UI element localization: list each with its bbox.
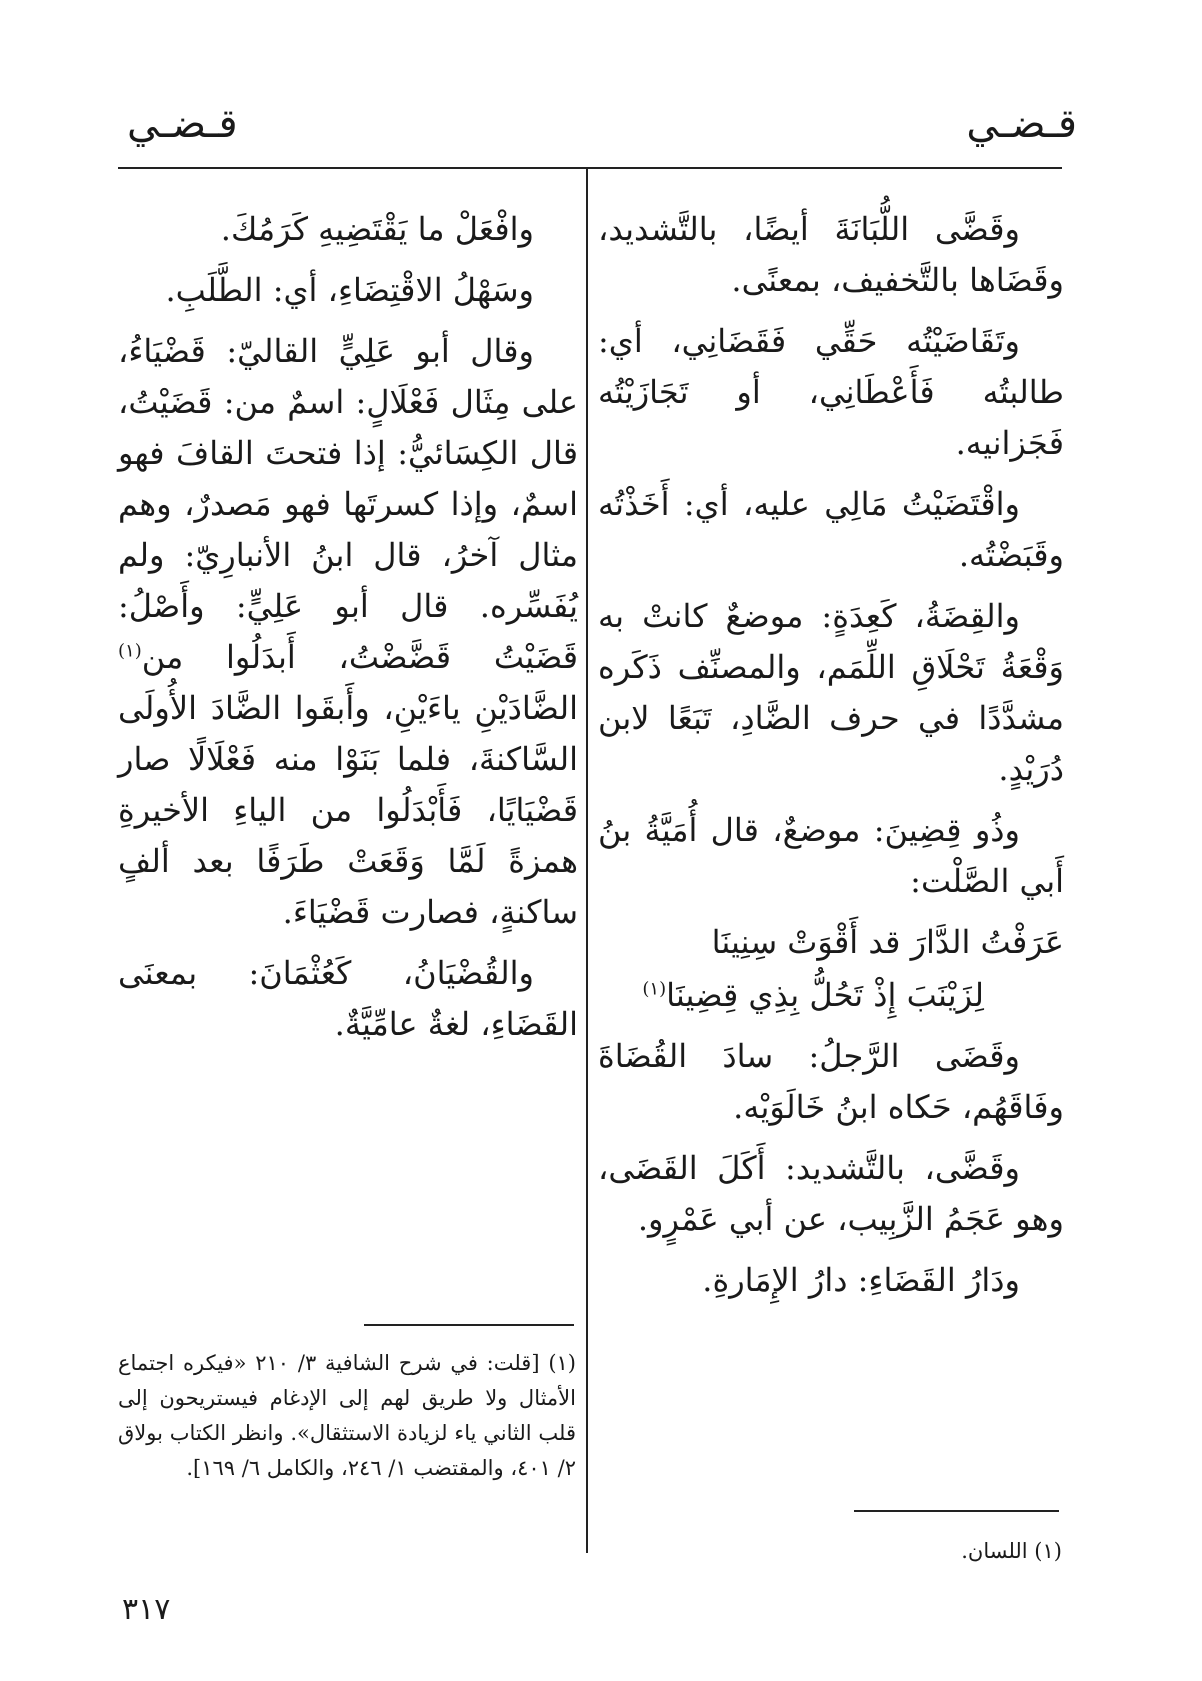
paragraph: وافْعَلْ ما يَقْتَضِيهِ كَرَمُكَ.	[220, 210, 534, 248]
page-number: ٣١٧	[122, 1592, 171, 1627]
paragraph-text: وقال أبو عَلِيٍّ القاليّ: قَضْيَاءُ، على مِثَال فَعْلَالٍ: اسمٌ من: قَضَيْتُ، قال الكِسَائيُّ: إذا فتحتَ القافَ فهو اسمٌ، وإذا كسرتَها فهو مَصدرٌ، وهم مثال آخرُ، قال ابنُ الأنبارِيّ: ولم يُفَسِّره. قال أبو عَلِيٍّ: وأَصْلُ: قَضَيْتُ قَضَّضْتُ، أَبدَلُوا من	[118, 332, 578, 676]
column-divider	[586, 168, 588, 1553]
paragraph: وقَضَّى، بالتَّشديد: أَكَلَ القَضَى، وهو عَجَمُ الزَّبِيب، عن أبي عَمْرٍو.	[598, 1149, 1064, 1238]
paragraph: واقْتَضَيْتُ مَالِي عليه، أي: أَخَذْتُه وقَبَضْتُه.	[598, 485, 1064, 574]
footnote-text: (١) [قلت: في شرح الشافية ٣/ ٢١٠ «فيكره اجتماع الأمثال ولا طريق لهم إلى الإدغام فيستريحون إلى قلب الثاني ياء لزيادة الاستثقال». وانظر الكتاب بولاق ٢/ ٤٠١، والمقتضب ١/ ٢٤٦، والكامل ٦/ ١٦٩].	[118, 1351, 576, 1480]
left-column	[118, 204, 578, 1060]
paragraph: وسَهْلُ الاقْتِضَاءِ، أي: الطَّلَبِ.	[165, 271, 534, 309]
footnote-right	[700, 1534, 1062, 1569]
paragraph: وتَقَاضَيْتُه حَقِّي فَقَضَانِي، أي: طالبتُه فَأَعْطَانِي، أو تَجَازَيْتُه فَجَزانيه.	[598, 322, 1064, 462]
verse-line-2	[598, 970, 1064, 1021]
paragraph-text: الضَّادَيْنِ ياءَيْنِ، وأَبقَوا الضَّادَ الأُولَى السَّاكنةَ، فلما بَنَوْا منه فَعْلَالًا صار قَضْيَايًا، فَأَبْدَلُوا من الياءِ الأخيرةِ همزةً لَمَّا وَقَعَتْ طَرَفًا بعد ألفٍ ساكنةٍ، فصارت قَضْيَاءَ.	[118, 689, 578, 931]
verse-text: لِزَيْنَبَ إِذْ تَحُلُّ بِذِي قِضِينَا	[666, 976, 984, 1014]
paragraph: وقَضَّى اللُّبَانَةَ أيضًا، بالتَّشديد، وقَضَاها بالتَّخفيف، بمعنًى.	[598, 210, 1064, 299]
footnote-left	[118, 1346, 576, 1486]
paragraph: وذُو قِضِينَ: موضعٌ، قال أُمَيَّةُ بنُ أَبي الصَّلْت:	[598, 811, 1064, 900]
footnote-text: (١) اللسان.	[961, 1539, 1062, 1563]
paragraph: وقَضَى الرَّجلُ: سادَ القُضَاةَ وفَاقَهُم، حَكاه ابنُ خَالَوَيْه.	[598, 1037, 1064, 1126]
paragraph	[118, 326, 578, 938]
right-column	[598, 204, 1064, 1316]
footnote-rule-right	[854, 1510, 1059, 1512]
footnote-reference: (١)	[642, 978, 667, 1000]
paragraph: ودَارُ القَضَاءِ: دارُ الإِمَارةِ.	[702, 1261, 1020, 1299]
header-rule	[118, 167, 1062, 169]
paragraph: والقِضَةُ، كَعِدَةٍ: موضعٌ كانتْ به وَقْعَةُ تَحْلَاقِ اللِّمَم، والمصنِّف ذَكَره مشدَّدًا في حرف الضَّادِ، تَبَعًا لابن دُرَيْدٍ.	[598, 597, 1064, 788]
paragraph: والقُضْيَانُ، كَعُثْمَانَ: بمعنَى القَضَاءِ، لغةٌ عامِّيَّةٌ.	[118, 954, 578, 1043]
footnote-rule-left	[364, 1324, 574, 1326]
running-header-left: قـضـي	[127, 101, 238, 147]
footnote-reference: (١)	[118, 640, 142, 662]
running-header-right: قـضـي	[966, 101, 1077, 147]
verse-line-1: عَرَفْتُ الدَّارَ قد أَقْوَتْ سِنِينَا	[711, 923, 1064, 961]
